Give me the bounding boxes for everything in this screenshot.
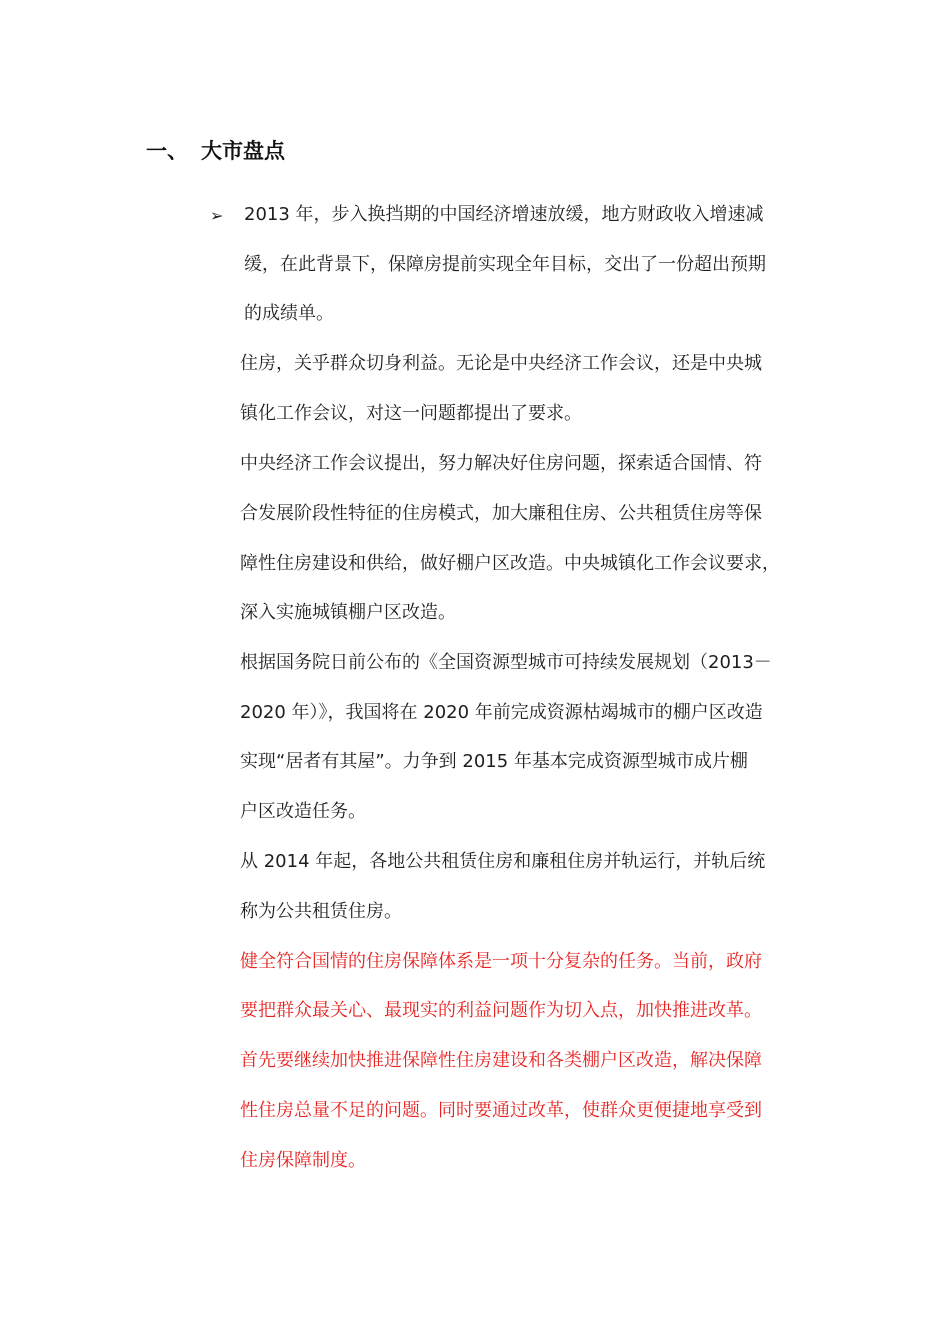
paragraph-line: 从 2014 年起，各地公共租赁住房和廉租住房并轨运行，并轨后统 bbox=[240, 851, 766, 872]
paragraph-line: 障性住房建设和供给，做好棚户区改造。中央城镇化工作会议要求， bbox=[240, 553, 780, 574]
paragraph-line: 合发展阶段性特征的住房模式，加大廉租住房、公共租赁住房等保 bbox=[240, 503, 762, 524]
paragraph-line: 中央经济工作会议提出，努力解决好住房问题，探索适合国情、符 bbox=[240, 453, 762, 474]
highlighted-paragraph-line: 首先要继续加快推进保障性住房建设和各类棚户区改造，解决保障 bbox=[240, 1050, 762, 1071]
paragraph-line: 户区改造任务。 bbox=[240, 801, 366, 822]
section-heading bbox=[146, 136, 285, 166]
bullet-paragraph-line: 的成绩单。 bbox=[244, 303, 334, 324]
arrow-bullet-icon: ➢ bbox=[210, 206, 224, 225]
highlighted-paragraph-line: 性住房总量不足的问题。同时要通过改革，使群众更便捷地享受到 bbox=[240, 1100, 762, 1121]
bullet-paragraph-line: 缓，在此背景下，保障房提前实现全年目标，交出了一份超出预期 bbox=[244, 254, 766, 275]
bullet-paragraph-line: 2013 年，步入换挡期的中国经济增速放缓，地方财政收入增速减 bbox=[244, 204, 764, 225]
paragraph-line: 根据国务院日前公布的《全国资源型城市可持续发展规划（2013－ bbox=[240, 652, 772, 673]
paragraph-line: 镇化工作会议，对这一问题都提出了要求。 bbox=[240, 403, 582, 424]
highlighted-paragraph-line: 住房保障制度。 bbox=[240, 1150, 366, 1171]
paragraph-line: 2020 年）》，我国将在 2020 年前完成资源枯竭城市的棚户区改造 bbox=[240, 702, 763, 723]
highlighted-paragraph-line: 健全符合国情的住房保障体系是一项十分复杂的任务。当前，政府 bbox=[240, 951, 762, 972]
paragraph-line: 称为公共租赁住房。 bbox=[240, 901, 402, 922]
section-number: 一、 bbox=[146, 139, 188, 163]
paragraph-line: 实现“居者有其屋”。力争到 2015 年基本完成资源型城市成片棚 bbox=[240, 751, 748, 772]
paragraph-line: 住房，关乎群众切身利益。无论是中央经济工作会议，还是中央城 bbox=[240, 353, 762, 374]
section-title: 大市盘点 bbox=[201, 139, 285, 163]
paragraph-line: 深入实施城镇棚户区改造。 bbox=[240, 602, 456, 623]
highlighted-paragraph-line: 要把群众最关心、最现实的利益问题作为切入点，加快推进改革。 bbox=[240, 1000, 762, 1021]
